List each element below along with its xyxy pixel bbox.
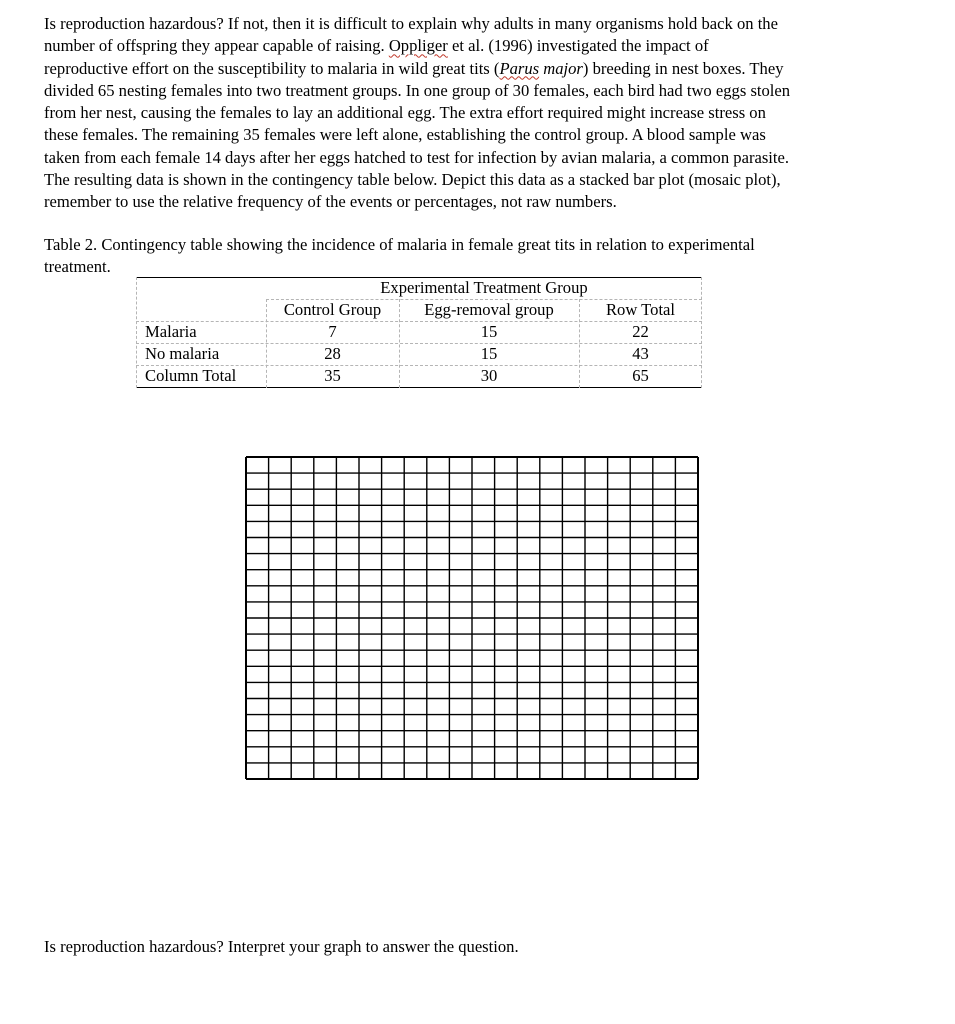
answer-grid[interactable] <box>245 456 699 780</box>
table-rule <box>399 299 400 388</box>
col-header-egg-removal: Egg-removal group <box>424 300 554 319</box>
table-rule <box>579 299 580 388</box>
row-label: Column Total <box>145 366 237 385</box>
intro-line-2 <box>44 35 914 57</box>
table-row <box>136 321 702 343</box>
col-header-control: Control Group <box>283 300 382 319</box>
caption-line-2: treatment. <box>44 257 111 276</box>
row-label: No malaria <box>145 344 220 363</box>
intro-line-2-start: number of offspring they appear capable of raising. <box>44 36 389 56</box>
species-name: major <box>539 58 583 78</box>
intro-line-6: these females. The remaining 35 females were left alone, establishing the control group. A blood sample was <box>44 125 766 145</box>
intro-line-4: divided 65 nesting females into two treatment groups. In one group of 30 females, each bird had two eggs stolen <box>44 80 791 100</box>
table-group-header-row <box>136 277 702 299</box>
intro-line-5: from her nest, causing the females to lay an additional egg. The extra effort required might increase stress on <box>44 103 766 123</box>
table-cell: 7 <box>328 322 337 341</box>
author-name: Oppliger <box>388 36 448 56</box>
group-header: Experimental Treatment Group <box>380 278 588 297</box>
intro-line-8: The resulting data is shown in the contingency table below. Depict this data as a stacked bar plot (mosaic plot), <box>44 170 781 190</box>
genus-name: Parus <box>499 58 540 78</box>
table-cell: 28 <box>324 344 341 363</box>
intro-line-1: Is reproduction hazardous? If not, then it is difficult to explain why adults in many organisms hold back on the <box>44 14 778 33</box>
table-bottom-rule <box>136 387 702 388</box>
table-caption <box>44 234 755 278</box>
graph-paper[interactable] <box>245 456 699 780</box>
table-cell: 15 <box>480 322 498 341</box>
table-cell: 22 <box>632 322 649 341</box>
question-text: Is reproduction hazardous? Interpret your graph to answer the question. <box>44 937 519 956</box>
intro-line-9: remember to use the relative frequency of the events or percentages, not raw numbers. <box>44 192 617 212</box>
col-header-row-total: Row Total <box>605 300 676 319</box>
intro-line-2-tail: et al. (1996) investigated the impact of <box>447 36 709 56</box>
row-label: Malaria <box>145 322 197 341</box>
table-cell: 65 <box>632 366 649 385</box>
intro-line-3-start: reproductive effort on the susceptibility to malaria in wild great tits ( <box>44 58 500 78</box>
intro-line-7: taken from each female 14 days after her eggs hatched to test for infection by avian malaria, a common parasite. <box>44 147 790 167</box>
table-cell: 30 <box>480 366 498 385</box>
table-rule <box>136 277 137 388</box>
caption-line-1: Table 2. Contingency table showing the incidence of malaria in female great tits in relation to experimental <box>44 235 755 254</box>
intro-line-3-tail: ) breeding in nest boxes. They <box>582 58 784 78</box>
table-cell: 15 <box>480 344 498 363</box>
intro-paragraph <box>44 13 914 214</box>
contingency-table <box>136 277 702 387</box>
intro-line-3 <box>44 58 914 80</box>
table-row <box>136 343 702 365</box>
table-cell: 43 <box>632 344 649 363</box>
table-row <box>136 365 702 387</box>
table-rule <box>701 277 702 388</box>
table-rule <box>266 299 267 388</box>
table-col-header-row <box>136 299 702 321</box>
table-cell: 35 <box>324 366 341 385</box>
